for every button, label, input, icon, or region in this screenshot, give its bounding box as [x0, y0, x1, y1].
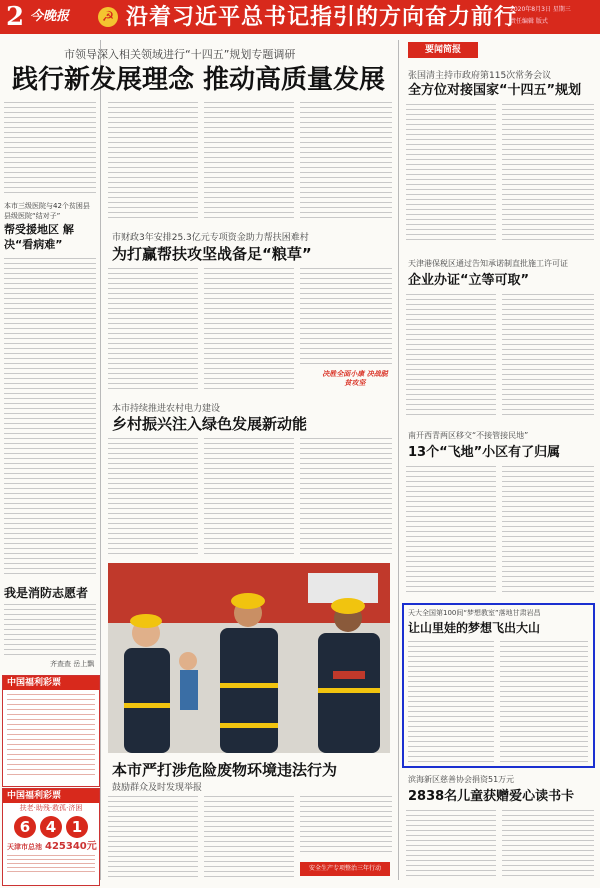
- brief1-body-col2: [502, 104, 594, 240]
- brief4-body-col1: [408, 641, 494, 763]
- brief2-body-col2: [502, 294, 594, 418]
- brief5-body-col2: [502, 810, 594, 880]
- issue-date: 2020年8月3日 星期三: [510, 6, 571, 13]
- poverty-stamp: 决胜全面小康 决战脱贫攻坚: [322, 370, 388, 387]
- lottery-digits: [3, 816, 99, 838]
- paper-name: 今晚报: [30, 9, 70, 24]
- brief4-kicker: 天大全国第100间“梦想教室”落地甘肃岩昌: [408, 609, 541, 617]
- party-emblem-icon: ☭: [98, 7, 118, 27]
- masthead-bar: [0, 0, 600, 34]
- lead-title: 践行新发展理念 推动高质量发展: [12, 65, 386, 95]
- lead-body-col2: [108, 102, 198, 220]
- brief1-kicker: 张国清主持市政府第115次常务会议: [408, 71, 552, 81]
- sidebar-top-body: [4, 258, 96, 574]
- brief5-body-col1: [406, 810, 496, 880]
- lottery-logo-1: 中国福利彩票: [3, 676, 99, 690]
- poverty-title: 为打赢帮扶攻坚战备足“粮草”: [112, 245, 312, 263]
- firefighter-photo: [108, 563, 390, 753]
- hazard-body-col3: [300, 796, 392, 856]
- lottery-ad-1: [2, 675, 100, 787]
- lead-body-col4: [300, 102, 392, 220]
- hazard-body-col1: [108, 796, 198, 880]
- brief1-title: 全方位对接国家“十四五”规划: [408, 83, 582, 98]
- rural-title: 乡村振兴注入绿色发展新动能: [112, 415, 308, 433]
- lottery-jackpot: 425340元: [45, 841, 97, 852]
- brief4-title: 让山里娃的梦想飞出大山: [408, 621, 541, 635]
- hazard-tag: 安全生产专项整治三年行动: [300, 862, 390, 876]
- brief3-kicker: 南开西青两区移交“不接管接民地”: [408, 431, 529, 440]
- brief3-body-col2: [502, 466, 594, 596]
- brief1-body-col1: [406, 104, 496, 240]
- highlight-box[interactable]: [402, 603, 595, 768]
- column-rule-right: [398, 40, 399, 880]
- firefighter-illustration: [108, 563, 390, 753]
- masthead-headline: 沿着习近平总书记指引的方向奋力前行: [126, 4, 518, 30]
- brief2-title: 企业办证“立等可取”: [408, 273, 530, 288]
- sidebar-bottom-byline: 齐查查 岳上飘: [50, 660, 95, 668]
- lead-body-col3: [204, 102, 294, 220]
- brief4-body-col2: [500, 641, 588, 763]
- rural-body-col3: [300, 438, 392, 558]
- issue-editor: 责任编辑 版式: [510, 18, 548, 25]
- lottery-logo-2: 中国福利彩票: [3, 789, 99, 803]
- sidebar-top-title: 帮受援地区 解决“看病难”: [4, 223, 74, 251]
- rural-body-col1: [108, 438, 198, 558]
- brief5-kicker: 滨海新区慈善协会捐资51万元: [408, 775, 515, 784]
- hazard-title: 本市严打涉危险废物环境违法行为: [112, 761, 338, 779]
- lottery-ad-2: [2, 788, 100, 886]
- lead-body-col1: [4, 102, 96, 194]
- sidebar-bottom-title: 我是消防志愿者: [4, 586, 89, 600]
- brief2-kicker: 天津港保税区通过告知承诺制直批施工许可证: [408, 259, 568, 268]
- section-label: 要闻简报: [408, 42, 478, 58]
- lead-kicker: 市领导深入相关领域进行“十四五”规划专题调研: [64, 48, 296, 61]
- sidebar-bottom-body: [4, 604, 96, 656]
- lottery-tagline: 扶老·助残·救孤·济困: [19, 804, 83, 812]
- lottery-digit-3: 1: [66, 816, 88, 838]
- poverty-kicker: 市财政3年安排25.3亿元专项资金助力帮扶困难村: [112, 233, 309, 243]
- page-number: 2: [6, 2, 25, 32]
- hazard-subtitle: 鼓励群众及时发现举报: [112, 783, 203, 793]
- lottery-digit-1: 6: [14, 816, 36, 838]
- brief2-body-col1: [406, 294, 496, 418]
- brief5-title: 2838名儿童获赠爱心读书卡: [408, 789, 575, 804]
- poverty-body-col1: [108, 268, 198, 390]
- sidebar-top-kicker: 本市三级医院与42个贫困县 县级医院“结对子”: [4, 202, 90, 220]
- lottery-jackpot-label: 天津市总池: [7, 843, 42, 851]
- rural-body-col2: [204, 438, 294, 558]
- hazard-body-col2: [204, 796, 294, 880]
- column-rule-left: [100, 40, 101, 880]
- lottery-digit-2: 4: [40, 816, 62, 838]
- poverty-body-col3: [300, 268, 392, 364]
- poverty-body-col2: [204, 268, 294, 390]
- brief3-title: 13个“飞地”小区有了归属: [408, 445, 561, 460]
- brief3-body-col1: [406, 466, 496, 596]
- rural-kicker: 本市持续推进农村电力建设: [112, 404, 221, 414]
